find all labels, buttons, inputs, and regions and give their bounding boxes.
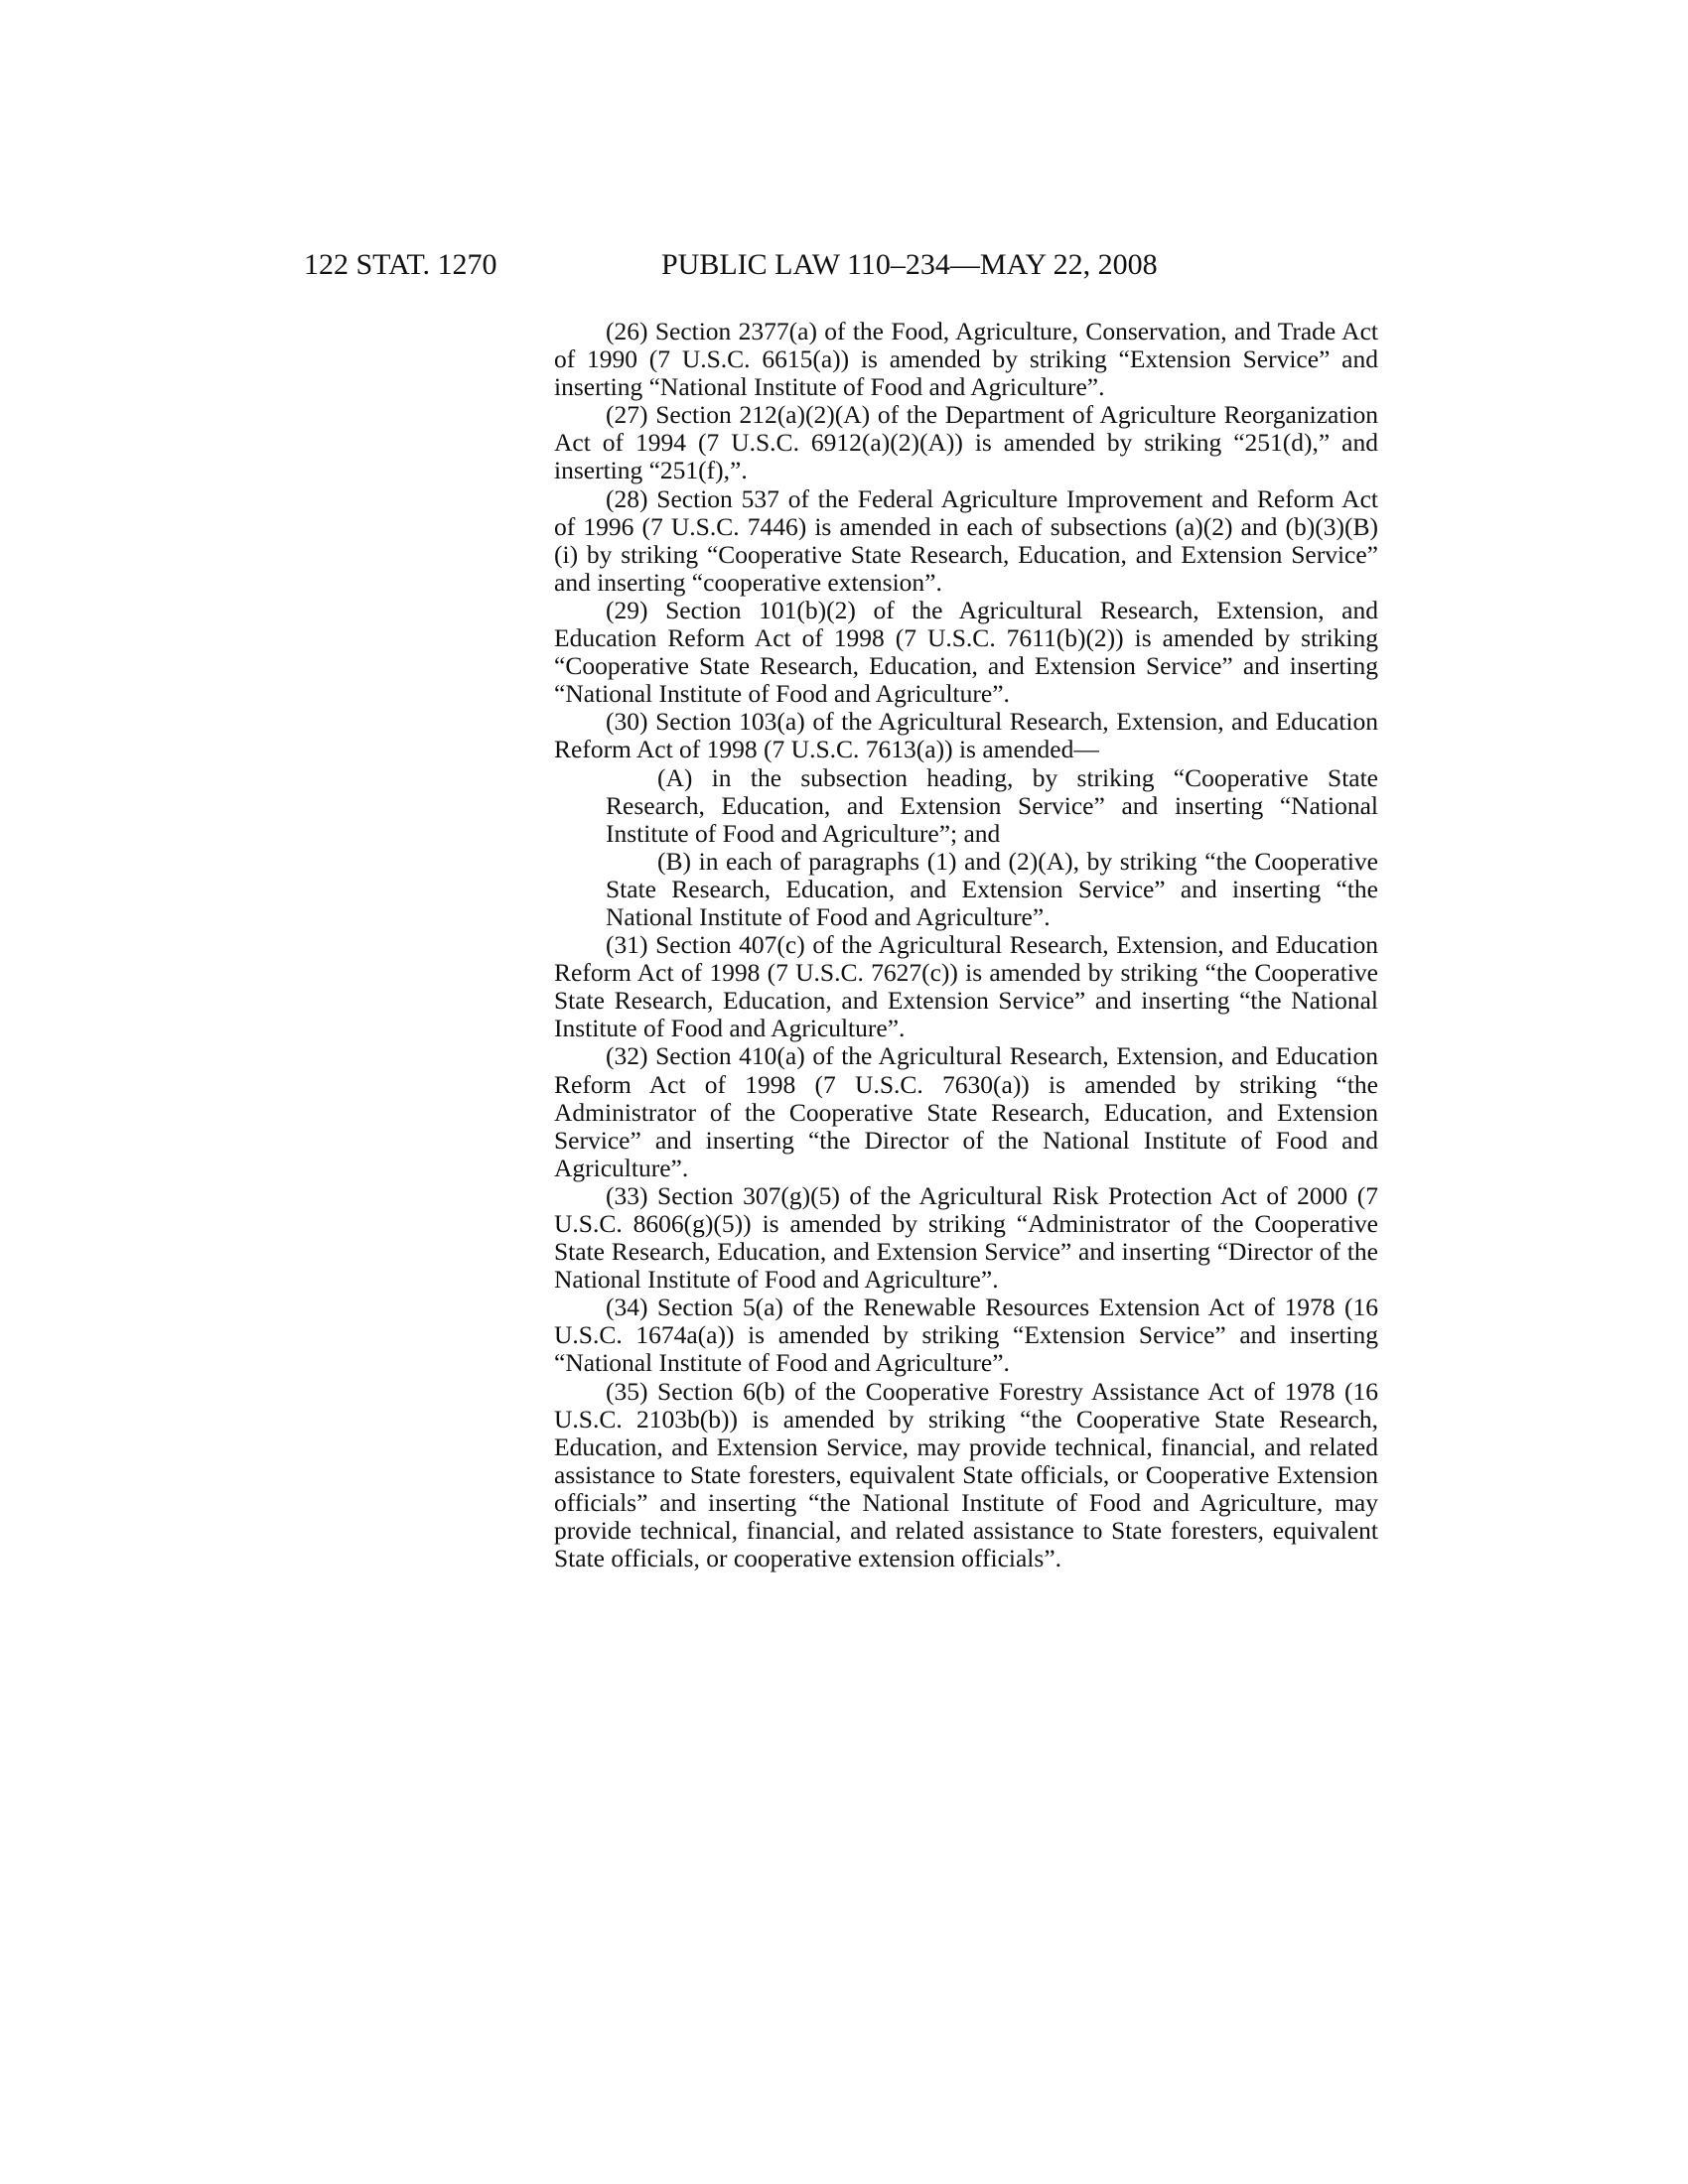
paragraph-31: (31) Section 407(c) of the Agricultural Research, Extension, and Education Reform Act of 1998 (7 U.S.C. 7627(c)) is amended by striking “the Cooperative State Research, Education, and Extension Service” and inserting “the National Institute of Food and Agriculture”.: [554, 930, 1378, 1043]
paragraph-32: (32) Section 410(a) of the Agricultural Research, Extension, and Education Reform Act of 1998 (7 U.S.C. 7630(a)) is amended by striking “the Administrator of the Cooperative State Research, Education, and Extension Service” and inserting “the Director of the National Institute of Food and Agriculture”.: [554, 1041, 1378, 1182]
paragraph-27: (27) Section 212(a)(2)(A) of the Department of Agriculture Reorganization Act of 1994 (7 U.S.C. 6912(a)(2)(A)) is amended by striking “251(d),” and inserting “251(f),”.: [554, 400, 1378, 485]
paragraph-26: (26) Section 2377(a) of the Food, Agriculture, Conservation, and Trade Act of 1990 (7 U.S.C. 6615(a)) is amended by striking “Extension Service” and inserting “National Institute of Food and Agriculture”.: [554, 317, 1378, 402]
running-title: PUBLIC LAW 110–234—MAY 22, 2008: [661, 248, 1158, 281]
statute-page-number: 122 STAT. 1270: [304, 248, 497, 281]
page-header: [304, 245, 1376, 285]
body-text: [554, 318, 1378, 1572]
paragraph-35: (35) Section 6(b) of the Cooperative Forestry Assistance Act of 1978 (16 U.S.C. 2103b(b)) is amended by striking “the Cooperative State Research, Education, and Extension Service, may provide technical, financial, and related assistance to State foresters, equivalent State officials, or Cooperative Extension officials” and inserting “the National Institute of Food and Agriculture, may provide technical, financial, and related assistance to State foresters, equivalent State officials, or cooperative extension officials”.: [554, 1376, 1378, 1573]
paragraph-28: (28) Section 537 of the Federal Agriculture Improvement and Reform Act of 1996 (7 U.S.C. 7446) is amended in each of subsections (a)(2) and (b)(3)(B)(i) by striking “Cooperative State Research, Education, and Extension Service” and inserting “cooperative extension”.: [554, 483, 1378, 597]
subparagraph-30-a: (A) in the subsection heading, by striking “Cooperative State Research, Education, and Extension Service” and inserting “National Institute of Food and Agriculture”; and: [606, 762, 1378, 848]
paragraph-34: (34) Section 5(a) of the Renewable Resources Extension Act of 1978 (16 U.S.C. 1674a(a)) is amended by striking “Extension Service” and inserting “National Institute of Food and Agriculture”.: [554, 1293, 1378, 1378]
subparagraph-30-b: (B) in each of paragraphs (1) and (2)(A), by striking “the Cooperative State Research, Education, and Extension Service” and inserting “the National Institute of Food and Agriculture”.: [606, 846, 1378, 931]
paragraph-30: (30) Section 103(a) of the Agricultural Research, Extension, and Education Reform Act of 1998 (7 U.S.C. 7613(a)) is amended—: [554, 707, 1378, 764]
paragraph-29: (29) Section 101(b)(2) of the Agricultural Research, Extension, and Education Reform Act of 1998 (7 U.S.C. 7611(b)(2)) is amended by striking “Cooperative State Research, Education, and Extension Service” and inserting “National Institute of Food and Agriculture”.: [554, 595, 1378, 709]
paragraph-33: (33) Section 307(g)(5) of the Agricultural Risk Protection Act of 2000 (7 U.S.C. 8606(g)(5)) is amended by striking “Administrator of the Cooperative State Research, Education, and Extension Service” and inserting “Director of the National Institute of Food and Agriculture”.: [554, 1180, 1378, 1295]
